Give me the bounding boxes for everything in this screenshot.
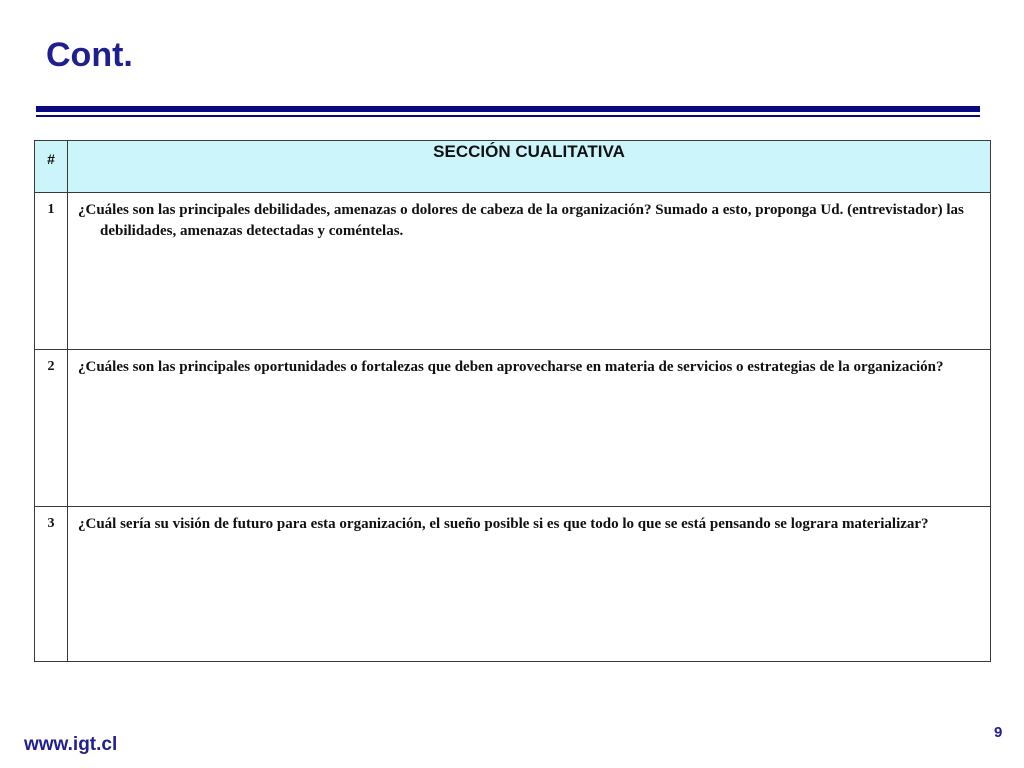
- question-cell: [68, 507, 991, 662]
- row-number: 2: [35, 350, 68, 507]
- table-row: [35, 507, 991, 662]
- table-row: [35, 350, 991, 507]
- question-text: ¿Cuáles son las principales debilidades, amenazas o dolores de cabeza de la organización? Sumado a esto, proponga Ud. (entrevistador) las debilidades, amenazas detectadas y coméntelas.: [78, 202, 964, 239]
- number-column-header: #: [35, 141, 68, 193]
- question-cell: [68, 193, 991, 350]
- table-header-row: [35, 141, 991, 193]
- question-text: ¿Cuál sería su visión de futuro para esta organización, el sueño posible si es que todo lo que se está pensando se lograra materializar?: [78, 516, 929, 532]
- question-text: ¿Cuáles son las principales oportunidades o fortalezas que deben aprovecharse en materia de servicios o estrategias de la organización?: [78, 359, 944, 375]
- qualitative-section-table: [34, 140, 991, 662]
- footer-website-link[interactable]: www.igt.cl: [24, 734, 118, 755]
- row-number: 3: [35, 507, 68, 662]
- title-rule-thick: [36, 106, 980, 112]
- row-number: 1: [35, 193, 68, 350]
- page-number: 9: [994, 724, 1003, 741]
- title-rule-thin: [36, 115, 980, 117]
- question-cell: [68, 350, 991, 507]
- section-column-header: SECCIÓN CUALITATIVA: [68, 141, 991, 193]
- slide-title: Cont.: [46, 36, 133, 74]
- table-row: [35, 193, 991, 350]
